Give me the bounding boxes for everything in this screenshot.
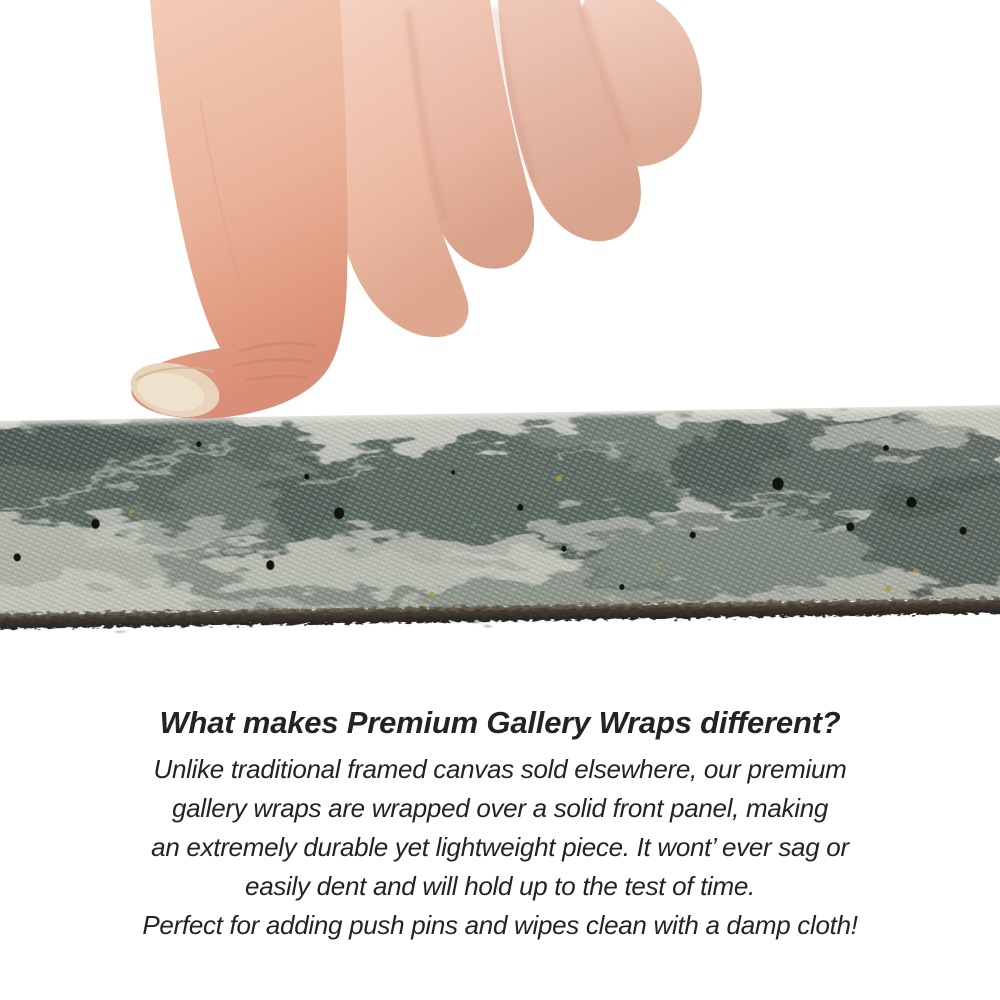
caption-heading: What makes Premium Gallery Wraps different? — [159, 705, 841, 740]
curled-fingers — [290, 0, 702, 337]
caption-block — [0, 704, 1000, 945]
hand-photo — [0, 0, 1000, 440]
caption-line-4: easily dent and will hold up to the test of time. — [245, 871, 755, 901]
caption-line-1: Unlike traditional framed canvas sold elsewhere, our premium — [153, 754, 847, 784]
caption-line-5: Perfect for adding push pins and wipes clean with a damp cloth! — [142, 910, 858, 940]
caption-line-3: an extremely durable yet lightweight piece. It wont’ ever sag or — [151, 832, 849, 862]
caption-line-2: gallery wraps are wrapped over a solid front panel, making — [171, 793, 829, 823]
thumb — [126, 0, 348, 425]
